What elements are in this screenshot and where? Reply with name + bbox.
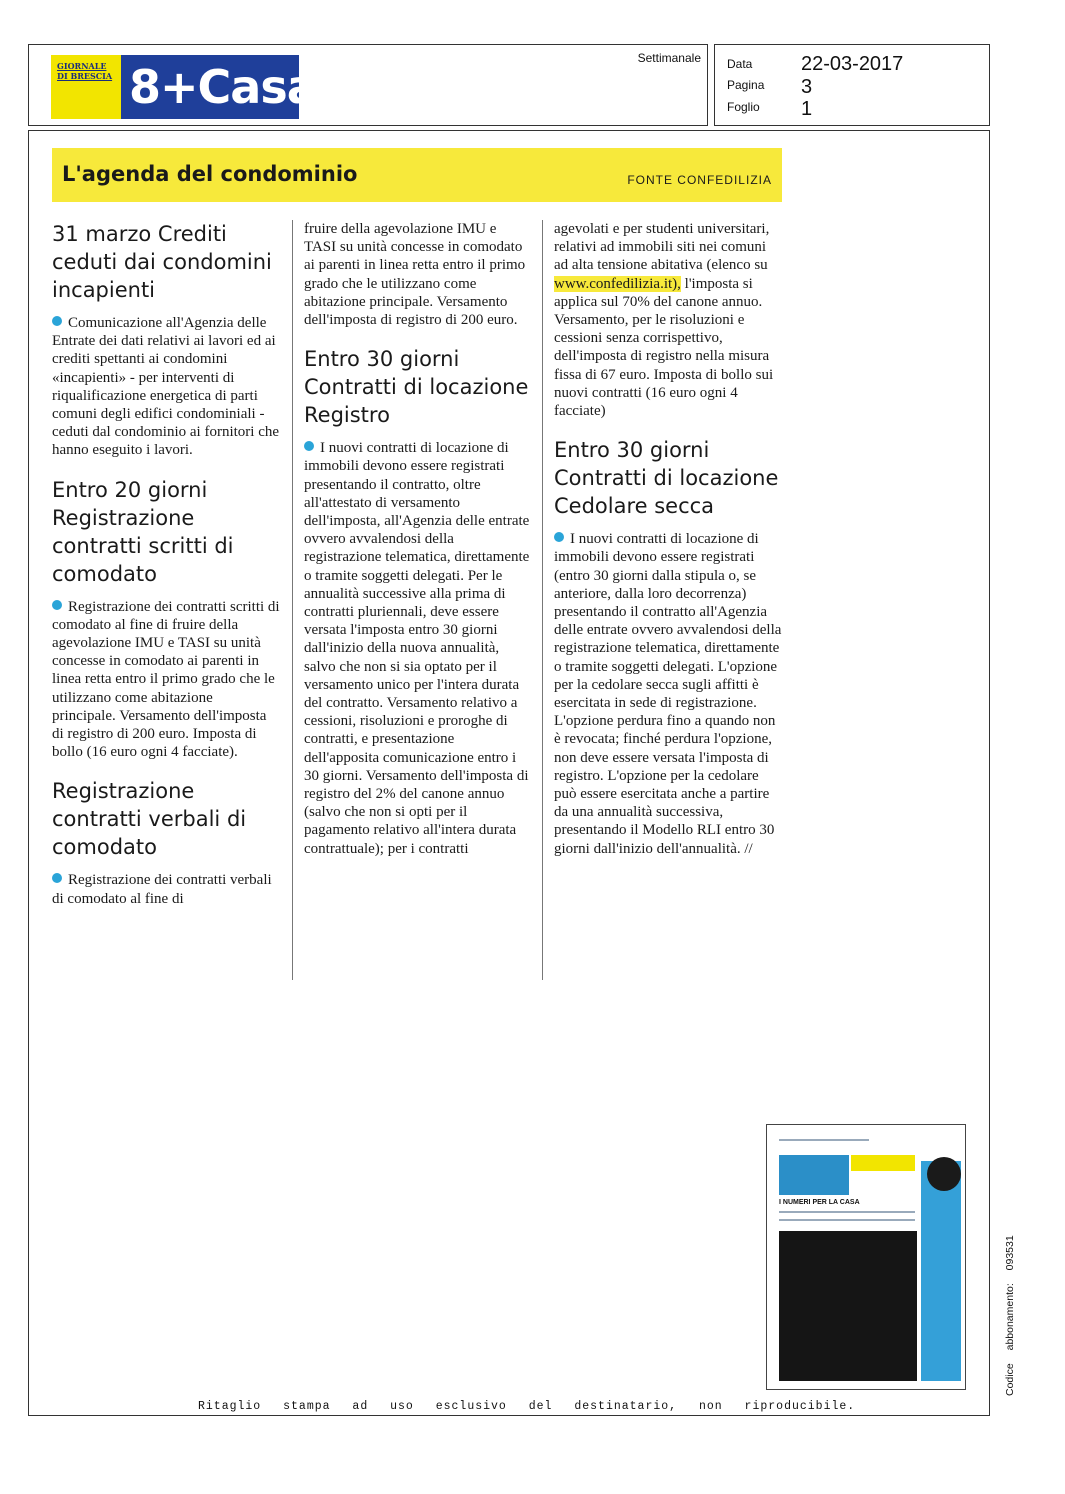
meta-label: Foglio [727, 100, 760, 114]
section-text: I nuovi contratti di locazione di immobili devono essere registrati (entro 30 giorni dalla stipula o, se anteriore, dalla loro decorrenza) presentando il contratto all'Agenzia delle entrate ovvero avvalendosi della registrazione telematica, direttamente o tramite soggetti delegati. L'opzione per la cedolare secca sugli affitti è esercitata in sede di registrazione. L'opzione perdura fino a quando non è revocata; finché perdura l'opzione, non deve essere versata l'imposta di registro. L'opzione per la cedolare può essere esercitata anche a partire da una annualità successiva, presentando il Modello RLI entro 30 giorni dall'inizio dell'annualità. // [554, 531, 782, 857]
header-meta-box [714, 44, 990, 126]
meta-label: Pagina [727, 78, 765, 92]
section-body [52, 314, 280, 460]
section-text: agevolati e per studenti universitari, relativi ad immobili siti nei comuni ad alta tensione abitativa (elenco su [554, 221, 770, 274]
section-text: l'imposta si applica sul 70% del canone annuo. Versamento, per le risoluzioni e cessioni senza corrispettivo, dell'imposta di registro nella misura fissa di 67 euro. Imposta di bollo sui nuovi contratti (16 euro ogni 4 facciate) [554, 275, 774, 420]
page-thumbnail [766, 1124, 966, 1390]
meta-value: 3 [801, 76, 813, 98]
bullet-icon [52, 316, 62, 326]
bullet-icon [554, 532, 564, 542]
magazine-name: 8+Casa [121, 55, 299, 119]
thumbnail-heading: I NUMERI PER LA CASA [779, 1199, 860, 1206]
section-body [554, 530, 782, 858]
column-divider [542, 220, 543, 980]
section-text: Comunicazione all'Agenzia delle Entrate dei dati relativi ai lavori ed ai crediti spettanti ai condomini «incapienti» - per interventi di riqualificazione energetica di parti comuni degli edifici condominiali - ceduti dal condominio ai fornitori che hanno eseguito i lavori. [52, 315, 280, 459]
header-masthead [28, 44, 708, 126]
article-column-1 [52, 220, 280, 924]
thumbnail-line [779, 1139, 869, 1141]
bullet-icon [304, 441, 314, 451]
section-text: Registrazione dei contratti verbali di comodato al fine di [52, 872, 272, 907]
thumbnail-line [779, 1211, 915, 1213]
article-column-3 [554, 220, 782, 874]
article-source: FONTE CONFEDILIZIA [627, 173, 772, 187]
clipping-notice: Ritaglio stampa ad uso esclusivo del destinatario, non riproducibile. [198, 1400, 856, 1413]
thumbnail-block [851, 1155, 915, 1171]
thumbnail-article-block [779, 1231, 917, 1381]
article-banner [52, 148, 782, 202]
section-heading: Entro 20 giorni Registrazione contratti scritti di comodato [52, 477, 234, 586]
section-heading: 31 marzo Crediti ceduti dai condomini incapienti [52, 222, 272, 302]
section-body [52, 871, 280, 907]
meta-value: 1 [801, 98, 813, 120]
subscription-code: Codice abbonamento: 093531 [1004, 1235, 1016, 1396]
article-title: L'agenda del condominio [62, 162, 358, 186]
magazine-logo [51, 55, 317, 119]
column-divider [292, 220, 293, 980]
thumbnail-block [779, 1155, 849, 1195]
article-column-2 [304, 220, 532, 874]
newspaper-logo-text: GIORNALE DI BRESCIA [57, 61, 113, 81]
section-body [52, 598, 280, 762]
bullet-icon [52, 600, 62, 610]
article [52, 148, 782, 980]
thumbnail-line [779, 1219, 915, 1221]
meta-label: Data [727, 57, 753, 71]
bullet-icon [52, 873, 62, 883]
periodicity-label: Settimanale [637, 51, 701, 65]
section-heading: Entro 30 giorni Contratti di locazione Registro [304, 347, 529, 428]
section-text: Registrazione dei contratti scritti di comodato al fine di fruire della agevolazione IMU e TASI su unità concesse in comodato ai parenti in linea retta entro il primo grado che le utilizzano come abitazione principale. Versamento dell'imposta di registro di 200 euro. Imposta di bollo (16 euro ogni 4 facciate). [52, 598, 280, 761]
confedilizia-link[interactable]: www.confedilizia.it), [554, 275, 681, 292]
section-heading: Entro 30 giorni Contratti di locazione Cedolare secca [554, 438, 779, 519]
thumbnail-badge-icon [927, 1157, 961, 1191]
section-body: fruire della agevolazione IMU e TASI su unità concesse in comodato ai parenti in linea retta entro il primo grado che le utilizzano come abitazione principale. Versamento dell'imposta di registro di 200 euro. [304, 221, 526, 329]
section-body [554, 220, 782, 420]
meta-value: 22-03-2017 [801, 53, 904, 75]
section-body [304, 439, 532, 858]
thumbnail-block [921, 1161, 961, 1381]
section-text: I nuovi contratti di locazione di immobili devono essere registrati presentando il contratto, oltre all'attestato di versamento dell'imposta, all'Agenzia delle entrate ovvero avvalendosi della registrazione telematica, direttamente o tramite soggetti delegati. Per le annualità successive alla prima di contratti pluriennali, deve essere versata l'imposta entro 30 giorni dall'inizio della nuova annualità, salvo che non si sia optato per il versamento unico per l'intera durata del contratto. Versamento relativo a cessioni, risoluzioni e proroghe di contratti, e presentazione dell'apposita comunicazione entro i 30 giorni. Versamento dell'imposta di registro del 2% del canone annuo (salvo che non si opti per il pagamento relativo all'intera durata contrattuale); per i contratti [304, 440, 530, 857]
section-heading: Registrazione contratti verbali di comodato [52, 779, 247, 860]
